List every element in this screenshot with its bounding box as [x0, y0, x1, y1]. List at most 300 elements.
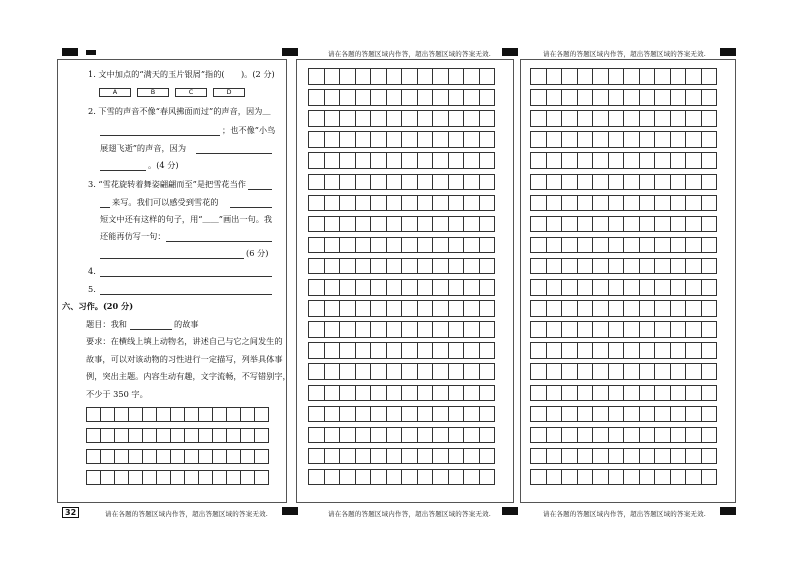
grid-cell[interactable]: [448, 427, 465, 444]
grid-cell[interactable]: [608, 385, 625, 402]
grid-cell[interactable]: [254, 449, 269, 464]
grid-cell[interactable]: [240, 470, 255, 485]
grid-cell[interactable]: [370, 216, 387, 233]
grid-cell[interactable]: [479, 448, 496, 465]
grid-cell[interactable]: [212, 428, 227, 443]
grid-cell[interactable]: [623, 216, 640, 233]
grid-cell[interactable]: [308, 89, 325, 106]
grid-cell[interactable]: [577, 342, 594, 359]
grid-cell[interactable]: [417, 342, 434, 359]
grid-cell[interactable]: [212, 407, 227, 422]
grid-cell[interactable]: [355, 342, 372, 359]
grid-cell[interactable]: [546, 89, 563, 106]
grid-cell[interactable]: [639, 258, 656, 275]
grid-cell[interactable]: [577, 216, 594, 233]
grid-cell[interactable]: [114, 407, 129, 422]
grid-cell[interactable]: [561, 131, 578, 148]
grid-cell[interactable]: [701, 363, 718, 380]
grid-cell[interactable]: [623, 195, 640, 212]
grid-cell[interactable]: [608, 342, 625, 359]
grid-cell[interactable]: [654, 427, 671, 444]
grid-cell[interactable]: [463, 406, 480, 423]
grid-cell[interactable]: [401, 258, 418, 275]
grid-cell[interactable]: [339, 427, 356, 444]
grid-cell[interactable]: [324, 110, 341, 127]
grid-cell[interactable]: [577, 363, 594, 380]
grid-cell[interactable]: [417, 89, 434, 106]
grid-cell[interactable]: [701, 237, 718, 254]
grid-cell[interactable]: [324, 152, 341, 169]
grid-cell[interactable]: [561, 279, 578, 296]
grid-cell[interactable]: [370, 427, 387, 444]
grid-cell[interactable]: [701, 152, 718, 169]
grid-cell[interactable]: [701, 258, 718, 275]
grid-cell[interactable]: [654, 321, 671, 338]
grid-cell[interactable]: [608, 131, 625, 148]
grid-cell[interactable]: [417, 258, 434, 275]
grid-cell[interactable]: [670, 258, 687, 275]
grid-cell[interactable]: [156, 449, 171, 464]
grid-cell[interactable]: [142, 428, 157, 443]
grid-cell[interactable]: [339, 363, 356, 380]
grid-cell[interactable]: [685, 321, 702, 338]
grid-cell[interactable]: [386, 427, 403, 444]
grid-cell[interactable]: [401, 152, 418, 169]
q1-option-b[interactable]: B: [137, 88, 169, 97]
grid-cell[interactable]: [128, 449, 143, 464]
grid-cell[interactable]: [170, 407, 185, 422]
grid-cell[interactable]: [479, 469, 496, 486]
grid-cell[interactable]: [577, 385, 594, 402]
grid-cell[interactable]: [608, 448, 625, 465]
grid-cell[interactable]: [670, 321, 687, 338]
q4-answer-line[interactable]: [100, 276, 272, 277]
grid-cell[interactable]: [370, 385, 387, 402]
grid-cell[interactable]: [417, 279, 434, 296]
grid-cell[interactable]: [654, 89, 671, 106]
grid-cell[interactable]: [448, 152, 465, 169]
grid-cell[interactable]: [561, 89, 578, 106]
grid-cell[interactable]: [577, 279, 594, 296]
grid-cell[interactable]: [386, 258, 403, 275]
grid-cell[interactable]: [432, 237, 449, 254]
grid-cell[interactable]: [432, 152, 449, 169]
grid-cell[interactable]: [623, 110, 640, 127]
grid-cell[interactable]: [654, 216, 671, 233]
grid-cell[interactable]: [463, 258, 480, 275]
grid-cell[interactable]: [308, 68, 325, 85]
grid-cell[interactable]: [685, 152, 702, 169]
grid-cell[interactable]: [184, 470, 199, 485]
grid-cell[interactable]: [401, 68, 418, 85]
grid-cell[interactable]: [448, 89, 465, 106]
grid-cell[interactable]: [432, 342, 449, 359]
grid-cell[interactable]: [370, 363, 387, 380]
grid-cell[interactable]: [448, 469, 465, 486]
grid-cell[interactable]: [448, 406, 465, 423]
grid-cell[interactable]: [308, 321, 325, 338]
grid-cell[interactable]: [530, 385, 547, 402]
grid-cell[interactable]: [401, 427, 418, 444]
grid-cell[interactable]: [100, 407, 115, 422]
grid-cell[interactable]: [254, 407, 269, 422]
grid-cell[interactable]: [386, 216, 403, 233]
grid-cell[interactable]: [386, 342, 403, 359]
grid-cell[interactable]: [685, 427, 702, 444]
grid-cell[interactable]: [577, 152, 594, 169]
grid-cell[interactable]: [448, 195, 465, 212]
grid-cell[interactable]: [432, 89, 449, 106]
grid-cell[interactable]: [592, 216, 609, 233]
grid-cell[interactable]: [701, 300, 718, 317]
grid-cell[interactable]: [639, 237, 656, 254]
grid-cell[interactable]: [417, 131, 434, 148]
grid-cell[interactable]: [592, 342, 609, 359]
q1-option-c[interactable]: C: [175, 88, 207, 97]
grid-cell[interactable]: [639, 448, 656, 465]
grid-cell[interactable]: [639, 131, 656, 148]
grid-cell[interactable]: [308, 174, 325, 191]
grid-cell[interactable]: [240, 428, 255, 443]
grid-cell[interactable]: [100, 428, 115, 443]
grid-cell[interactable]: [639, 406, 656, 423]
grid-cell[interactable]: [654, 469, 671, 486]
grid-cell[interactable]: [479, 427, 496, 444]
grid-cell[interactable]: [639, 110, 656, 127]
grid-cell[interactable]: [577, 469, 594, 486]
grid-cell[interactable]: [184, 428, 199, 443]
grid-cell[interactable]: [592, 110, 609, 127]
grid-cell[interactable]: [401, 131, 418, 148]
grid-cell[interactable]: [355, 406, 372, 423]
grid-cell[interactable]: [86, 470, 101, 485]
grid-cell[interactable]: [417, 216, 434, 233]
grid-cell[interactable]: [685, 300, 702, 317]
composition-topic-blank[interactable]: [130, 329, 172, 330]
grid-cell[interactable]: [142, 407, 157, 422]
grid-cell[interactable]: [623, 321, 640, 338]
grid-cell[interactable]: [401, 216, 418, 233]
grid-cell[interactable]: [685, 448, 702, 465]
grid-cell[interactable]: [417, 469, 434, 486]
grid-cell[interactable]: [654, 152, 671, 169]
grid-cell[interactable]: [654, 406, 671, 423]
grid-cell[interactable]: [685, 110, 702, 127]
grid-cell[interactable]: [448, 321, 465, 338]
grid-cell[interactable]: [608, 195, 625, 212]
writing-grid-middle[interactable]: [308, 68, 500, 492]
grid-cell[interactable]: [685, 174, 702, 191]
grid-cell[interactable]: [546, 342, 563, 359]
grid-cell[interactable]: [339, 216, 356, 233]
grid-cell[interactable]: [546, 406, 563, 423]
grid-cell[interactable]: [530, 300, 547, 317]
grid-cell[interactable]: [685, 195, 702, 212]
grid-cell[interactable]: [86, 449, 101, 464]
grid-cell[interactable]: [401, 363, 418, 380]
grid-cell[interactable]: [339, 385, 356, 402]
grid-cell[interactable]: [685, 469, 702, 486]
grid-cell[interactable]: [463, 448, 480, 465]
grid-cell[interactable]: [546, 174, 563, 191]
q2-answer-line-2[interactable]: [196, 153, 272, 154]
grid-cell[interactable]: [654, 448, 671, 465]
grid-cell[interactable]: [479, 258, 496, 275]
grid-cell[interactable]: [184, 449, 199, 464]
grid-cell[interactable]: [639, 89, 656, 106]
grid-cell[interactable]: [463, 195, 480, 212]
grid-cell[interactable]: [448, 131, 465, 148]
grid-cell[interactable]: [608, 174, 625, 191]
grid-cell[interactable]: [479, 279, 496, 296]
grid-cell[interactable]: [339, 110, 356, 127]
grid-cell[interactable]: [530, 406, 547, 423]
grid-cell[interactable]: [546, 216, 563, 233]
grid-cell[interactable]: [608, 321, 625, 338]
grid-cell[interactable]: [639, 152, 656, 169]
grid-cell[interactable]: [608, 469, 625, 486]
grid-cell[interactable]: [308, 363, 325, 380]
grid-cell[interactable]: [432, 174, 449, 191]
grid-cell[interactable]: [639, 385, 656, 402]
grid-cell[interactable]: [530, 174, 547, 191]
grid-cell[interactable]: [370, 279, 387, 296]
grid-cell[interactable]: [479, 342, 496, 359]
grid-cell[interactable]: [448, 174, 465, 191]
grid-cell[interactable]: [592, 174, 609, 191]
grid-cell[interactable]: [670, 152, 687, 169]
grid-cell[interactable]: [370, 321, 387, 338]
grid-cell[interactable]: [324, 321, 341, 338]
grid-cell[interactable]: [417, 427, 434, 444]
grid-cell[interactable]: [308, 427, 325, 444]
grid-cell[interactable]: [623, 237, 640, 254]
grid-cell[interactable]: [608, 68, 625, 85]
grid-cell[interactable]: [355, 363, 372, 380]
grid-cell[interactable]: [530, 427, 547, 444]
grid-cell[interactable]: [355, 174, 372, 191]
grid-cell[interactable]: [577, 68, 594, 85]
grid-cell[interactable]: [386, 469, 403, 486]
grid-cell[interactable]: [386, 131, 403, 148]
grid-cell[interactable]: [685, 131, 702, 148]
grid-cell[interactable]: [530, 363, 547, 380]
grid-cell[interactable]: [561, 174, 578, 191]
grid-cell[interactable]: [386, 363, 403, 380]
grid-cell[interactable]: [448, 258, 465, 275]
grid-cell[interactable]: [254, 470, 269, 485]
grid-cell[interactable]: [142, 449, 157, 464]
q5-answer-line[interactable]: [100, 294, 272, 295]
grid-cell[interactable]: [370, 237, 387, 254]
grid-cell[interactable]: [639, 469, 656, 486]
grid-cell[interactable]: [577, 131, 594, 148]
grid-cell[interactable]: [417, 448, 434, 465]
grid-cell[interactable]: [212, 470, 227, 485]
grid-cell[interactable]: [670, 363, 687, 380]
grid-cell[interactable]: [608, 237, 625, 254]
grid-cell[interactable]: [226, 449, 241, 464]
grid-cell[interactable]: [417, 174, 434, 191]
grid-cell[interactable]: [339, 258, 356, 275]
grid-cell[interactable]: [561, 195, 578, 212]
grid-cell[interactable]: [463, 152, 480, 169]
grid-cell[interactable]: [546, 385, 563, 402]
grid-cell[interactable]: [448, 448, 465, 465]
grid-cell[interactable]: [701, 321, 718, 338]
grid-cell[interactable]: [685, 385, 702, 402]
grid-cell[interactable]: [355, 131, 372, 148]
grid-cell[interactable]: [654, 279, 671, 296]
grid-cell[interactable]: [546, 68, 563, 85]
grid-cell[interactable]: [623, 427, 640, 444]
grid-cell[interactable]: [592, 406, 609, 423]
grid-cell[interactable]: [355, 237, 372, 254]
grid-cell[interactable]: [339, 195, 356, 212]
grid-cell[interactable]: [308, 152, 325, 169]
grid-cell[interactable]: [685, 342, 702, 359]
grid-cell[interactable]: [561, 258, 578, 275]
grid-cell[interactable]: [463, 216, 480, 233]
grid-cell[interactable]: [401, 174, 418, 191]
grid-cell[interactable]: [324, 258, 341, 275]
grid-cell[interactable]: [623, 152, 640, 169]
grid-cell[interactable]: [479, 131, 496, 148]
grid-cell[interactable]: [685, 89, 702, 106]
grid-cell[interactable]: [479, 321, 496, 338]
grid-cell[interactable]: [463, 110, 480, 127]
grid-cell[interactable]: [577, 321, 594, 338]
grid-cell[interactable]: [701, 110, 718, 127]
grid-cell[interactable]: [308, 448, 325, 465]
grid-cell[interactable]: [670, 385, 687, 402]
grid-cell[interactable]: [401, 195, 418, 212]
q3-answer-line-4[interactable]: [166, 241, 272, 242]
grid-cell[interactable]: [401, 110, 418, 127]
grid-cell[interactable]: [114, 449, 129, 464]
grid-cell[interactable]: [308, 300, 325, 317]
grid-cell[interactable]: [577, 300, 594, 317]
grid-cell[interactable]: [623, 385, 640, 402]
grid-cell[interactable]: [198, 428, 213, 443]
grid-cell[interactable]: [608, 152, 625, 169]
grid-cell[interactable]: [639, 279, 656, 296]
grid-cell[interactable]: [592, 195, 609, 212]
grid-cell[interactable]: [370, 195, 387, 212]
grid-cell[interactable]: [654, 131, 671, 148]
grid-cell[interactable]: [701, 131, 718, 148]
grid-cell[interactable]: [324, 195, 341, 212]
grid-cell[interactable]: [417, 321, 434, 338]
grid-cell[interactable]: [463, 237, 480, 254]
grid-cell[interactable]: [479, 237, 496, 254]
grid-cell[interactable]: [339, 174, 356, 191]
grid-cell[interactable]: [546, 279, 563, 296]
grid-cell[interactable]: [623, 469, 640, 486]
grid-cell[interactable]: [463, 174, 480, 191]
grid-cell[interactable]: [654, 174, 671, 191]
grid-cell[interactable]: [324, 216, 341, 233]
grid-cell[interactable]: [226, 407, 241, 422]
grid-cell[interactable]: [100, 449, 115, 464]
grid-cell[interactable]: [339, 469, 356, 486]
grid-cell[interactable]: [654, 363, 671, 380]
grid-cell[interactable]: [308, 406, 325, 423]
grid-cell[interactable]: [308, 258, 325, 275]
grid-cell[interactable]: [670, 237, 687, 254]
grid-cell[interactable]: [561, 406, 578, 423]
grid-cell[interactable]: [448, 237, 465, 254]
grid-cell[interactable]: [386, 448, 403, 465]
grid-cell[interactable]: [463, 89, 480, 106]
grid-cell[interactable]: [479, 152, 496, 169]
grid-cell[interactable]: [530, 89, 547, 106]
grid-cell[interactable]: [592, 68, 609, 85]
grid-cell[interactable]: [370, 110, 387, 127]
grid-cell[interactable]: [463, 300, 480, 317]
grid-cell[interactable]: [546, 427, 563, 444]
grid-cell[interactable]: [386, 68, 403, 85]
grid-cell[interactable]: [577, 258, 594, 275]
grid-cell[interactable]: [546, 237, 563, 254]
grid-cell[interactable]: [432, 427, 449, 444]
grid-cell[interactable]: [339, 89, 356, 106]
grid-cell[interactable]: [479, 300, 496, 317]
grid-cell[interactable]: [401, 279, 418, 296]
grid-cell[interactable]: [561, 110, 578, 127]
grid-cell[interactable]: [654, 258, 671, 275]
grid-cell[interactable]: [685, 406, 702, 423]
grid-cell[interactable]: [401, 406, 418, 423]
grid-cell[interactable]: [623, 300, 640, 317]
grid-cell[interactable]: [479, 110, 496, 127]
grid-cell[interactable]: [401, 89, 418, 106]
grid-cell[interactable]: [623, 342, 640, 359]
grid-cell[interactable]: [417, 406, 434, 423]
grid-cell[interactable]: [592, 152, 609, 169]
grid-cell[interactable]: [401, 385, 418, 402]
grid-cell[interactable]: [339, 321, 356, 338]
grid-cell[interactable]: [701, 406, 718, 423]
grid-cell[interactable]: [86, 428, 101, 443]
grid-cell[interactable]: [463, 279, 480, 296]
grid-cell[interactable]: [577, 89, 594, 106]
grid-cell[interactable]: [370, 68, 387, 85]
grid-cell[interactable]: [463, 363, 480, 380]
grid-cell[interactable]: [100, 470, 115, 485]
grid-cell[interactable]: [654, 237, 671, 254]
grid-cell[interactable]: [370, 258, 387, 275]
grid-cell[interactable]: [401, 237, 418, 254]
grid-cell[interactable]: [577, 237, 594, 254]
grid-cell[interactable]: [592, 385, 609, 402]
grid-cell[interactable]: [608, 406, 625, 423]
grid-cell[interactable]: [608, 216, 625, 233]
grid-cell[interactable]: [370, 174, 387, 191]
grid-cell[interactable]: [701, 448, 718, 465]
grid-cell[interactable]: [530, 237, 547, 254]
grid-cell[interactable]: [448, 363, 465, 380]
grid-cell[interactable]: [432, 469, 449, 486]
grid-cell[interactable]: [546, 258, 563, 275]
grid-cell[interactable]: [448, 342, 465, 359]
grid-cell[interactable]: [701, 174, 718, 191]
grid-cell[interactable]: [142, 470, 157, 485]
grid-cell[interactable]: [623, 448, 640, 465]
grid-cell[interactable]: [670, 110, 687, 127]
grid-cell[interactable]: [463, 342, 480, 359]
grid-cell[interactable]: [324, 300, 341, 317]
